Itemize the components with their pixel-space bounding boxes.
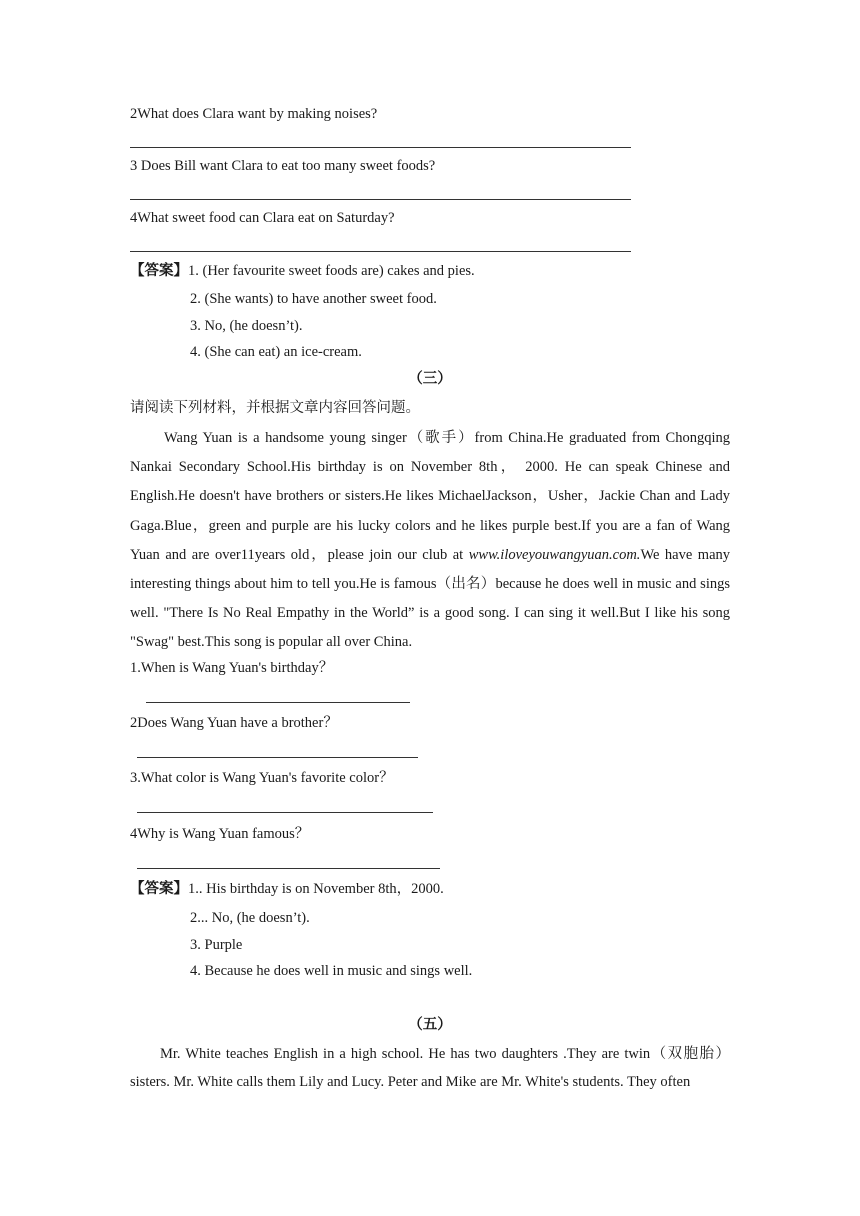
reading-passage — [130, 1040, 730, 1096]
passage-text: Wang Yuan is a handsome young singer（歌手）from China.He graduated from Chongqing Nankai Secondary School.His birthday is on November 8th， 2000. He can speak Chinese and English.He doesn't have brothers or sisters.He likes MichaelJackson，Usher，Jackie Chan and Lady Gaga.Blue，green and purple are his lucky colors and he likes purple best.If you are a fan of Wang Yuan and are over11years old，please join our club at — [130, 430, 730, 563]
answer-1: 1. (Her favourite sweet foods are) cakes and pies. — [188, 263, 475, 279]
instruction: 请阅读下列材料，并根据文章内容回答问题。 — [130, 400, 420, 416]
answer-3: 3. No, (he doesn’t). — [190, 318, 303, 334]
answer-2: 2... No, (he doesn’t). — [190, 910, 310, 926]
answer-line — [137, 757, 418, 758]
answer-3: 3. Purple — [190, 937, 243, 953]
question-2: 2Does Wang Yuan have a brother？ — [130, 715, 338, 731]
answer-line — [146, 702, 410, 703]
question-4: 4Why is Wang Yuan famous？ — [130, 826, 310, 842]
answer-block — [130, 262, 475, 280]
answer-tag: 【答案】 — [130, 881, 188, 897]
answer-4: 4. (She can eat) an ice-cream. — [190, 344, 362, 360]
answer-block — [130, 880, 444, 898]
answer-4: 4. Because he does well in music and sings well. — [190, 963, 473, 979]
answer-line — [137, 812, 433, 813]
answer-2: 2. (She wants) to have another sweet food. — [190, 291, 437, 307]
answer-1: 1.. His birthday is on November 8th，2000. — [188, 881, 444, 897]
club-link[interactable]: www.iloveyouwangyuan.com. — [468, 546, 641, 563]
question-4: 4What sweet food can Clara eat on Saturday? — [130, 210, 395, 226]
section-heading: （三） — [408, 371, 452, 387]
question-1: 1.When is Wang Yuan's birthday？ — [130, 660, 334, 676]
answer-line — [137, 868, 440, 869]
answer-line — [130, 251, 631, 252]
answer-line — [130, 147, 631, 148]
passage-text: Mr. White teaches English in a high school. He has two daughters .They are twin（双胞胎）sisters. Mr. White calls them Lily and Lucy. Peter and Mike are Mr. White's students. They often — [130, 1046, 730, 1090]
answer-line — [130, 199, 631, 200]
section-heading: （五） — [408, 1017, 452, 1033]
passage-text-cont: We have many interesting things about him to tell you.He is famous（出名）because he does well in music and sings well. "There Is No Real Empathy in the World” is a good song. I can sing it well.But I like his song "Swag" best.This song is popular all over China. — [130, 546, 731, 651]
question-3: 3 Does Bill want Clara to eat too many sweet foods? — [130, 158, 436, 174]
answer-tag: 【答案】 — [130, 263, 188, 279]
reading-passage — [130, 424, 730, 658]
question-3: 3.What color is Wang Yuan's favorite color？ — [130, 770, 394, 786]
question-2: 2What does Clara want by making noises? — [130, 106, 378, 122]
